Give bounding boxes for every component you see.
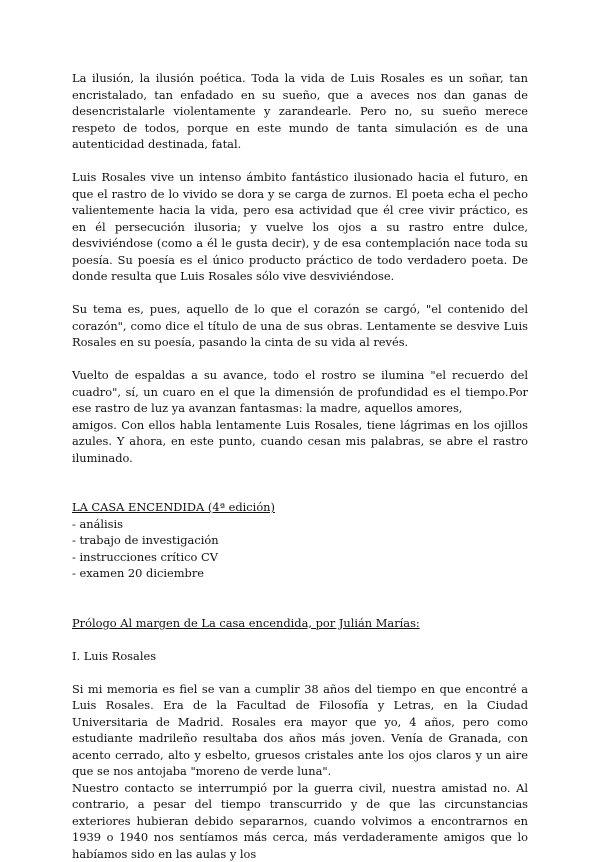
spacer bbox=[72, 582, 528, 615]
list-item: - trabajo de investigación bbox=[72, 532, 528, 549]
spacer bbox=[72, 351, 528, 368]
spacer bbox=[72, 631, 528, 648]
spacer bbox=[72, 664, 528, 681]
section-heading-prologo: Prólogo Al margen de La casa encendida, por Julián Marías: bbox=[72, 615, 528, 632]
list-item: - instrucciones crítico CV bbox=[72, 549, 528, 566]
list-item: - examen 20 diciembre bbox=[72, 565, 528, 582]
subheading-luis-rosales: I. Luis Rosales bbox=[72, 648, 528, 665]
paragraph-3: Su tema es, pues, aquello de lo que el corazón se cargó, "el contenido del corazón", como dice el título de una de sus obras. Lentamente se desvive Luis Rosales en su poesía, pasando la cinta de su vida al revés. bbox=[72, 301, 528, 351]
task-list bbox=[72, 516, 528, 582]
prologo-paragraph-2: Nuestro contacto se interrumpió por la guerra civil, nuestra amistad no. Al contrario, a pesar del tiempo transcurrido y de que las circunstancias exteriores hubieran debido separarnos, cuando volvimos a encontrarnos en 1939 o 1940 nos sentíamos más cerca, más verdaderamente amigos que lo habíamos sido en las aulas y los bbox=[72, 780, 528, 862]
paragraph-4a: Vuelto de espaldas a su avance, todo el rostro se ilumina "el recuerdo del cuadro", sí, un cuaro en el que la dimensión de profundidad es el tiempo.Por ese rastro de luz ya avanzan fantasmas: la madre, aquellos amores, bbox=[72, 367, 528, 417]
paragraph-2: Luis Rosales vive un intenso ámbito fantástico ilusionado hacia el futuro, en que el rastro de lo vivido se dora y se carga de zurnos. El poeta echa el pecho valientemente hacia la vida, pero esa actividad que él cree vivir práctico, es en él persecución ilusoria; y vuelve los ojos a su rastro entre dulce, desviviéndose (como a él le gusta decir), y de esa contemplación nace toda su poesía. Su poesía es el único producto práctico de todo verdadero poeta. De donde resulta que Luis Rosales sólo vive desviviéndose. bbox=[72, 169, 528, 285]
list-item: - análisis bbox=[72, 516, 528, 533]
prologo-paragraph-1: Si mi memoria es fiel se van a cumplir 38 años del tiempo en que encontré a Luis Rosales. Era de la Facultad de Filosofía y Letras, en la Ciudad Universitaria de Madrid. Rosales era mayor que yo, 4 años, pero como estudiante madrileño resultaba dos años más joven. Venía de Granada, con acento cerrado, alto y esbelto, gruesos cristales ante los ojos claros y un aire que se nos antojaba "moreno de verde luna". bbox=[72, 681, 528, 780]
spacer bbox=[72, 285, 528, 302]
section-heading-casa-encendida: LA CASA ENCENDIDA (4ª edición) bbox=[72, 499, 528, 516]
spacer bbox=[72, 153, 528, 170]
paragraph-1: La ilusión, la ilusión poética. Toda la vida de Luis Rosales es un soñar, tan encristalado, tan enfadado en su sueño, que a aveces nos dan ganas de desencristalarle violentamente y zarandearle. Pero no, su sueño merece respeto de todos, porque en este mundo de tanta simulación es de una autenticidad destinada, fatal. bbox=[72, 70, 528, 153]
paragraph-4b: amigos. Con ellos habla lentamente Luis Rosales, tiene lágrimas en los ojillos azules. Y ahora, en este punto, cuando cesan mis palabras, se abre el rastro iluminado. bbox=[72, 417, 528, 467]
spacer bbox=[72, 466, 528, 499]
document-page bbox=[72, 70, 528, 862]
